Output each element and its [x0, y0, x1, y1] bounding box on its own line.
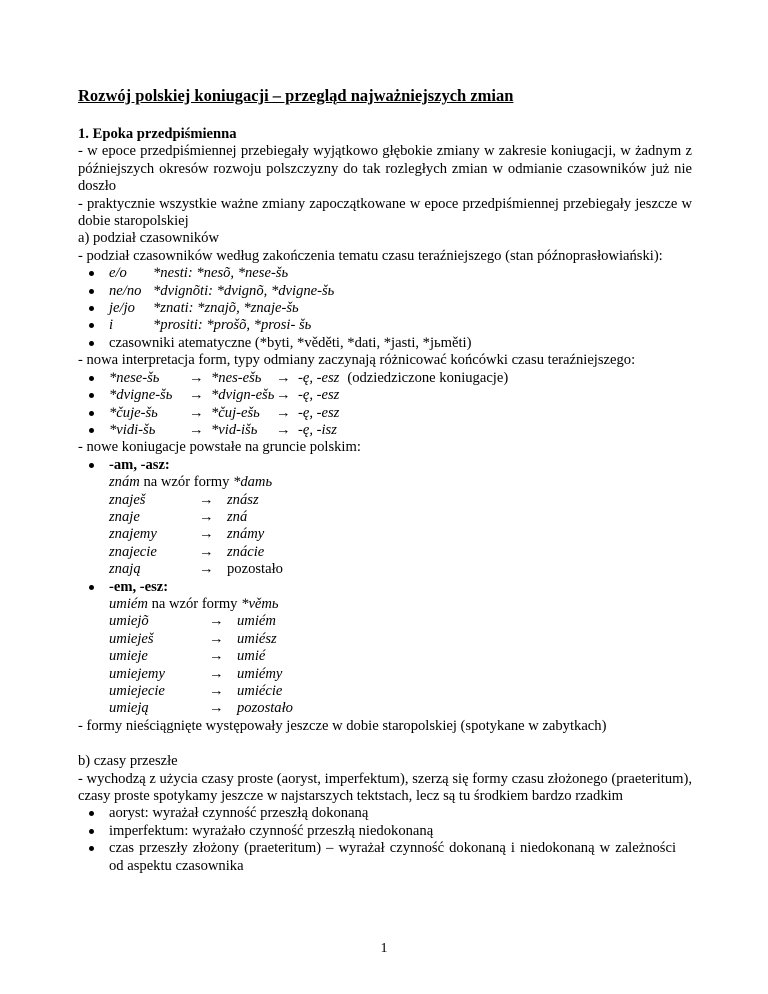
subsection-heading: b) czasy przeszłe — [78, 753, 178, 770]
form-item: *vidi-šь → *vid-išь → -ę, -isz — [78, 422, 692, 439]
stem-item: i *prositi: *prošõ, *prosi- šь — [78, 317, 692, 334]
conjugation-row: umieją → pozostało — [109, 700, 293, 717]
section-heading: 1. Epoka przedpiśmienna — [78, 126, 237, 142]
conjugation-row: umieješ → umiész — [109, 630, 277, 647]
conjugation-am-intro: znám na wzór formy *damь — [109, 474, 273, 491]
subsection-heading: a) podział czasowników — [78, 230, 220, 247]
paragraph: - praktycznie wszystkie ważne zmiany zapoczątkowane w epoce przedpiśmiennej przebiegały jeszcze w dobie staropolskiej — [78, 195, 692, 230]
form-item: *dvigne-šь → *dvign-ešь → -ę, -esz — [78, 387, 692, 404]
paragraph: - wychodzą z użycia czasy proste (aoryst, imperfektum), szerzą się formy czasu złożonego (praeteritum), czasy proste spotykamy jeszcze w najstarszych tektstach, lecz są tu środkiem bardzo rzadkim — [78, 770, 692, 805]
conjugation-row: znaje → zná — [109, 508, 248, 525]
conjugation-row: umiejõ → umiém — [109, 613, 276, 630]
stem-item: e/o *nesti: *nesõ, *nese-šь — [78, 265, 692, 282]
paragraph: - nowe koniugacje powstałe na gruncie polskim: — [78, 439, 361, 456]
form-item: *nese-šь → *nes-ešь → -ę, -esz (odziedziczone koniugacje) — [78, 370, 692, 387]
conjugation-row: znajecie → znácie — [109, 543, 265, 560]
athematic-item: czasowniki atematyczne (*byti, *věděti, *dati, *jasti, *jьměti) — [78, 335, 692, 352]
paragraph: - nowa interpretacja form, typy odmiany zaczynają różnicować końcówki czasu teraźniejszego: — [78, 352, 636, 369]
conjugation-row: znają → pozostało — [109, 561, 283, 578]
spacer — [78, 735, 692, 753]
conjugation-row: znaješ → znász — [109, 491, 259, 508]
conjugation-row: umiejemy → umiémy — [109, 665, 283, 682]
stem-item: je/jo *znati: *znajõ, *znaje-šь — [78, 300, 692, 317]
conjugation-em-intro: umiém na wzór formy *věmь — [109, 595, 279, 612]
form-item: *čuje-šь → *čuj-ešь → -ę, -esz — [78, 405, 692, 422]
paragraph: - formy nieściągnięte występowały jeszcze w dobie staropolskiej (spotykane w zabytkach) — [78, 717, 607, 734]
tense-item: czas przeszły złożony (praeteritum) – wyrażał czynność dokonaną i niedokonaną w zależności od aspektu czasownika — [78, 840, 692, 875]
conjugation-row: znajemy → známy — [109, 526, 265, 543]
page-number: 1 — [380, 941, 388, 956]
conjugation-row: umieje → umié — [109, 648, 266, 665]
conjugation-am-label: -am, -asz: — [78, 457, 692, 474]
tense-item: imperfektum: wyrażało czynność przeszłą niedokonaną — [78, 823, 692, 840]
conjugation-row: umiejecie → umiécie — [109, 683, 283, 699]
document-page — [78, 86, 692, 875]
paragraph: - w epoce przedpiśmiennej przebiegały wyjątkowo głębokie zmiany w zakresie koniugacji, w żadnym z późniejszych okresów rozwoju polszczyzny do tak rozległych zmian w odmianie czasowników już nie doszło — [78, 143, 692, 195]
conjugation-em-label: -em, -esz: — [78, 579, 692, 596]
document-title: Rozwój polskiej koniugacji – przegląd najważniejszych zmian — [78, 86, 514, 105]
tense-item: aoryst: wyrażał czynność przeszłą dokonaną — [78, 805, 692, 822]
paragraph: - podział czasowników według zakończenia tematu czasu teraźniejszego (stan późnoprasłowiański): — [78, 247, 663, 264]
stem-item: ne/no *dvignõti: *dvignõ, *dvigne-šь — [78, 283, 692, 300]
